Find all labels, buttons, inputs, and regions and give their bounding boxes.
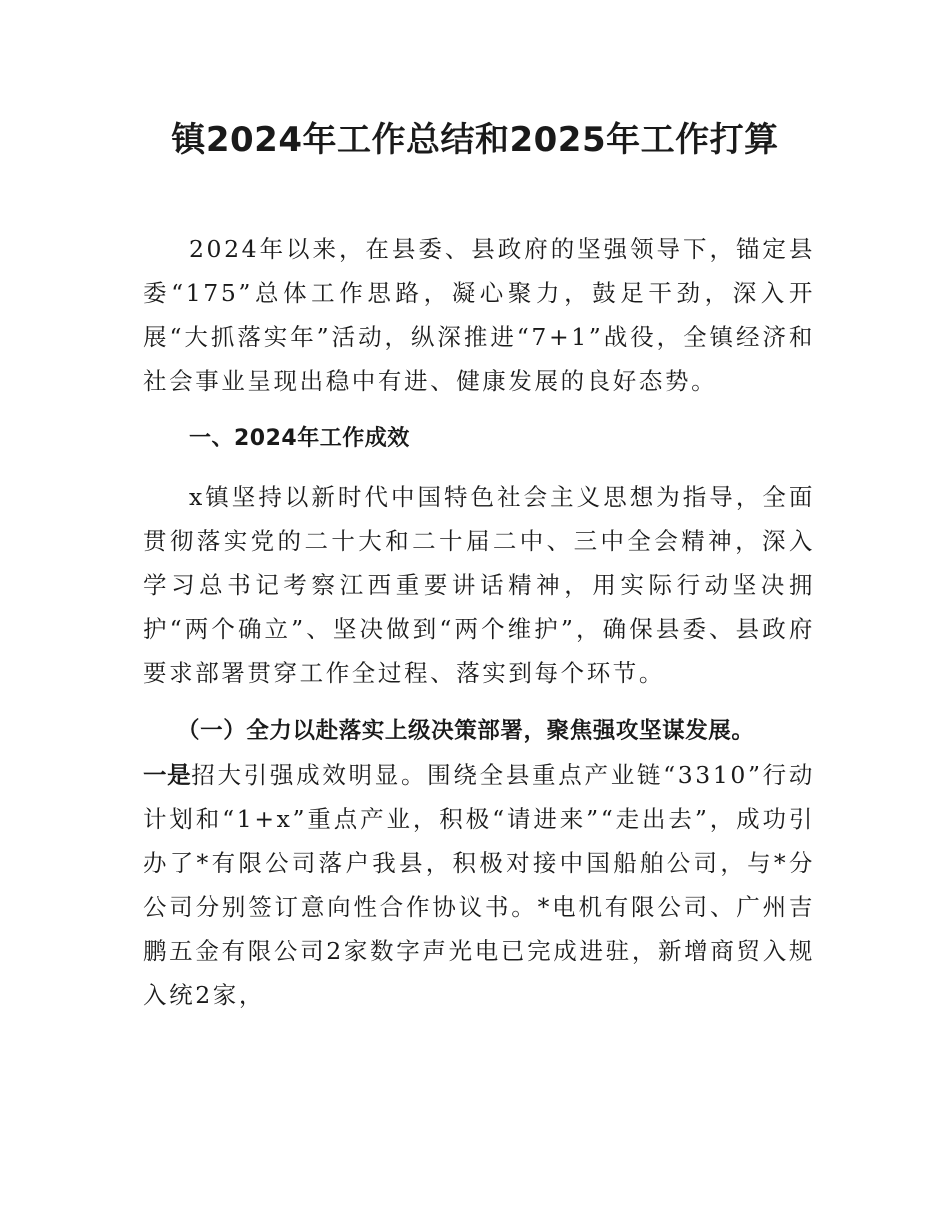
intro-paragraph: 2024年以来，在县委、县政府的坚强领导下，锚定县委“175”总体工作思路，凝心聚力，鼓足干劲，深入开展“大抓落实年”活动，纵深推进“7+1”战役，全镇经济和社会事业呈现出稳中有进、健康发展的良好态势。 <box>143 235 815 395</box>
item-paragraph <box>143 753 815 1017</box>
subsection-heading: （一）全力以赴落实上级决策部署，聚焦强攻坚谋发展。 <box>177 718 755 744</box>
document-body <box>143 227 815 1017</box>
section-heading: 一、2024年工作成效 <box>189 426 410 451</box>
document-title: 镇2024年工作总结和2025年工作打算 <box>171 120 779 160</box>
item-text: 招大引强成效明显。围绕全县重点产业链“3310”行动计划和“1+x”重点产业，积极“请进来”“走出去”，成功引办了*有限公司落户我县，积极对接中国船舶公司，与*分公司分别签订意向性合作协议书。*电机有限公司、广州吉鹏五金有限公司2家数字声光电已完成进驻，新增商贸入规入统2家， <box>143 761 815 1009</box>
item-lead: 一是 <box>143 761 192 789</box>
section-paragraph: x镇坚持以新时代中国特色社会主义思想为指导，全面贯彻落实党的二十大和二十届二中、三中全会精神，深入学习总书记考察江西重要讲话精神，用实际行动坚决拥护“两个确立”、坚决做到“两个维护”，确保县委、县政府要求部署贯穿工作全过程、落实到每个环节。 <box>143 483 815 687</box>
